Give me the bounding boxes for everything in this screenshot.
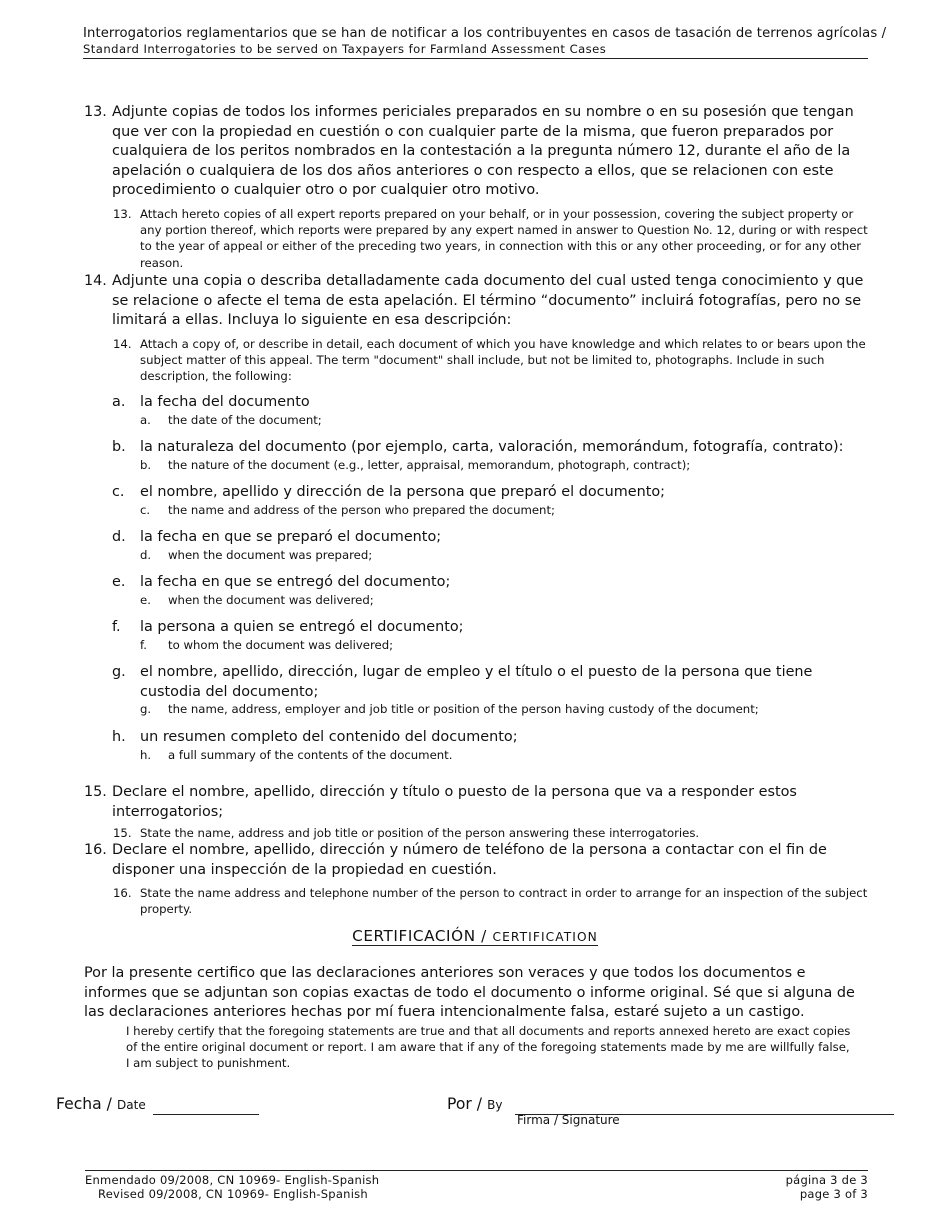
date-label-es: Fecha / (56, 1095, 112, 1113)
item-text-en: when the document was prepared; (168, 547, 373, 562)
list-item (112, 728, 872, 763)
item-text-es: la persona a quien se entregó el documento; (140, 619, 464, 635)
question-13 (84, 103, 869, 271)
item-text-es: un resumen completo del contenido del documento; (140, 729, 518, 745)
list-item (112, 438, 872, 473)
item-letter: g. (112, 664, 126, 680)
header-title-en: Standard Interrogatories to be served on Taxpayers for Farmland Assessment Cases (83, 42, 607, 56)
footer-page-en: page 3 of 3 (799, 1187, 868, 1201)
item-letter: f. (112, 619, 121, 635)
date-label (56, 1094, 146, 1113)
header-title-es: Interrogatorios reglamentarios que se han de notificar a los contribuyentes en casos de tasación de terrenos agrícolas / (83, 26, 887, 41)
question-number: 15. (84, 784, 107, 800)
by-label (447, 1094, 502, 1113)
question-number-en: 16. (113, 886, 132, 901)
item-letter: a. (112, 394, 126, 410)
list-item (112, 618, 872, 653)
question-text-es: Declare el nombre, apellido, dirección y número de teléfono de la persona a contactar con el fin de disponer una inspección de la propiedad en cuestión. (112, 842, 827, 878)
page-footer (85, 1170, 868, 1201)
item-text-es: la naturaleza del documento (por ejemplo, carta, valoración, memorándum, fotografía, contrato): (140, 439, 844, 455)
question-text-es: Adjunte una copia o describa detalladamente cada documento del cual usted tenga conocimiento y que se relacione o afecte el tema de esta apelación. El término “documento” incluirá fotografías, pero no se limitará a ellas. Incluya lo siguiente en esa descripción: (112, 273, 864, 329)
item-letter: b. (112, 439, 126, 455)
date-field-line[interactable] (153, 1114, 259, 1115)
item-text-en: when the document was delivered; (168, 592, 374, 607)
item-letter: h. (112, 729, 126, 745)
footer-revision-es: Enmendado 09/2008, CN 10969- English-Spanish (85, 1173, 380, 1187)
list-item (112, 393, 872, 428)
question-text-es: Adjunte copias de todos los informes periciales preparados en su nombre o en su posesión que tengan que ver con la propiedad en cuestión o con cualquier parte de la misma, que fueron preparados por cualquiera de los peritos nombrados en la contestación a la pregunta número 12, durante el año de la apelación o cualquiera de los dos años anteriores o con respecto a ellos, que se relacionen con este procedimiento o cualquier otro o por cualquier otro motivo. (112, 104, 854, 199)
item-letter-en: d. (140, 547, 152, 562)
item-letter-en: a. (140, 412, 151, 427)
certification-title-en: CERTIFICATION (492, 930, 598, 944)
question-number-en: 13. (113, 206, 132, 221)
certification-text-es: Por la presente certifico que las declaraciones anteriores son veraces y que todos los documentos e informes que se adjuntan son copias exactas de todo el documento o informe original. Sé que si alguna de las declaraciones anteriores hechas por mí fuera intencionalmente falsa, estaré sujeto a un castigo. (84, 965, 855, 1021)
question-text-en: Attach hereto copies of all expert reports prepared on your behalf, or in your possession, covering the subject property or any portion thereof, which reports were prepared by any expert named in answer to Question No. 12, during or with respect to the year of appeal or either of the preceding two years, in connection with this or any other proceeding, or for any other reason. (140, 206, 868, 270)
item-letter-en: c. (140, 502, 151, 517)
item-letter-en: e. (140, 592, 151, 607)
list-item (112, 528, 872, 563)
item-text-en: the name and address of the person who prepared the document; (168, 502, 555, 517)
date-label-en: Date (117, 1098, 146, 1112)
question-text-es: Declare el nombre, apellido, dirección y título o puesto de la persona que va a responder estos interrogatorios; (112, 784, 797, 820)
item-letter: e. (112, 574, 126, 590)
item-letter: c. (112, 484, 125, 500)
list-item (112, 663, 872, 717)
question-number: 13. (84, 104, 107, 120)
question-text-en: State the name, address and job title or position of the person answering these interrogatories. (140, 826, 700, 841)
item-text-es: la fecha en que se entregó del documento; (140, 574, 451, 590)
item-text-en: the name, address, employer and job title or position of the person having custody of the document; (168, 702, 759, 717)
question-text-en: Attach a copy of, or describe in detail, each document of which you have knowledge and which relates to or bears upon the subject matter of this appeal. The term "document" shall include, but not be limited to, photographs. Include in such description, the following: (140, 336, 866, 384)
certification-title-es: CERTIFICACIÓN / (352, 927, 487, 945)
question-number-en: 15. (113, 826, 132, 841)
question-16 (84, 841, 869, 918)
question-15 (84, 783, 869, 841)
question-number: 16. (84, 842, 107, 858)
item-letter: d. (112, 529, 126, 545)
item-text-en: the date of the document; (168, 412, 322, 427)
certification-heading (0, 926, 950, 945)
item-text-es: el nombre, apellido y dirección de la persona que preparó el documento; (140, 484, 665, 500)
by-label-en: By (487, 1098, 503, 1112)
question-number: 14. (84, 273, 107, 289)
item-text-en: a full summary of the contents of the document. (168, 747, 453, 762)
question-14 (84, 272, 869, 384)
item-letter-en: b. (140, 457, 152, 472)
item-letter-en: f. (140, 637, 147, 652)
item-text-es: la fecha en que se preparó el documento; (140, 529, 442, 545)
item-text-en: the nature of the document (e.g., letter, appraisal, memorandum, photograph, contract); (168, 457, 691, 472)
certification-text-en: I hereby certify that the foregoing statements are true and that all documents and reports annexed hereto are exact copies of the entire original document or report. I am aware that if any of the foregoing statements made by me are willfully false, I am subject to punishment. (126, 1024, 851, 1071)
footer-page-es: página 3 de 3 (785, 1173, 868, 1187)
question-text-en: State the name address and telephone number of the person to contract in order to arrange for an inspection of the subject property. (140, 886, 868, 917)
item-text-es: el nombre, apellido, dirección, lugar de empleo y el título o el puesto de la persona que tiene custodia del documento; (140, 664, 813, 700)
list-item (112, 483, 872, 518)
list-item (112, 573, 872, 608)
question-number-en: 14. (113, 336, 132, 351)
page-header (83, 25, 887, 59)
item-text-en: to whom the document was delivered; (168, 637, 394, 652)
item-text-es: la fecha del documento (140, 394, 310, 410)
item-letter-en: g. (140, 702, 152, 717)
signature-caption: Firma / Signature (517, 1113, 620, 1127)
footer-revision-en: Revised 09/2008, CN 10969- English-Spanish (98, 1187, 368, 1201)
item-letter-en: h. (140, 747, 152, 762)
by-label-es: Por / (447, 1095, 483, 1113)
